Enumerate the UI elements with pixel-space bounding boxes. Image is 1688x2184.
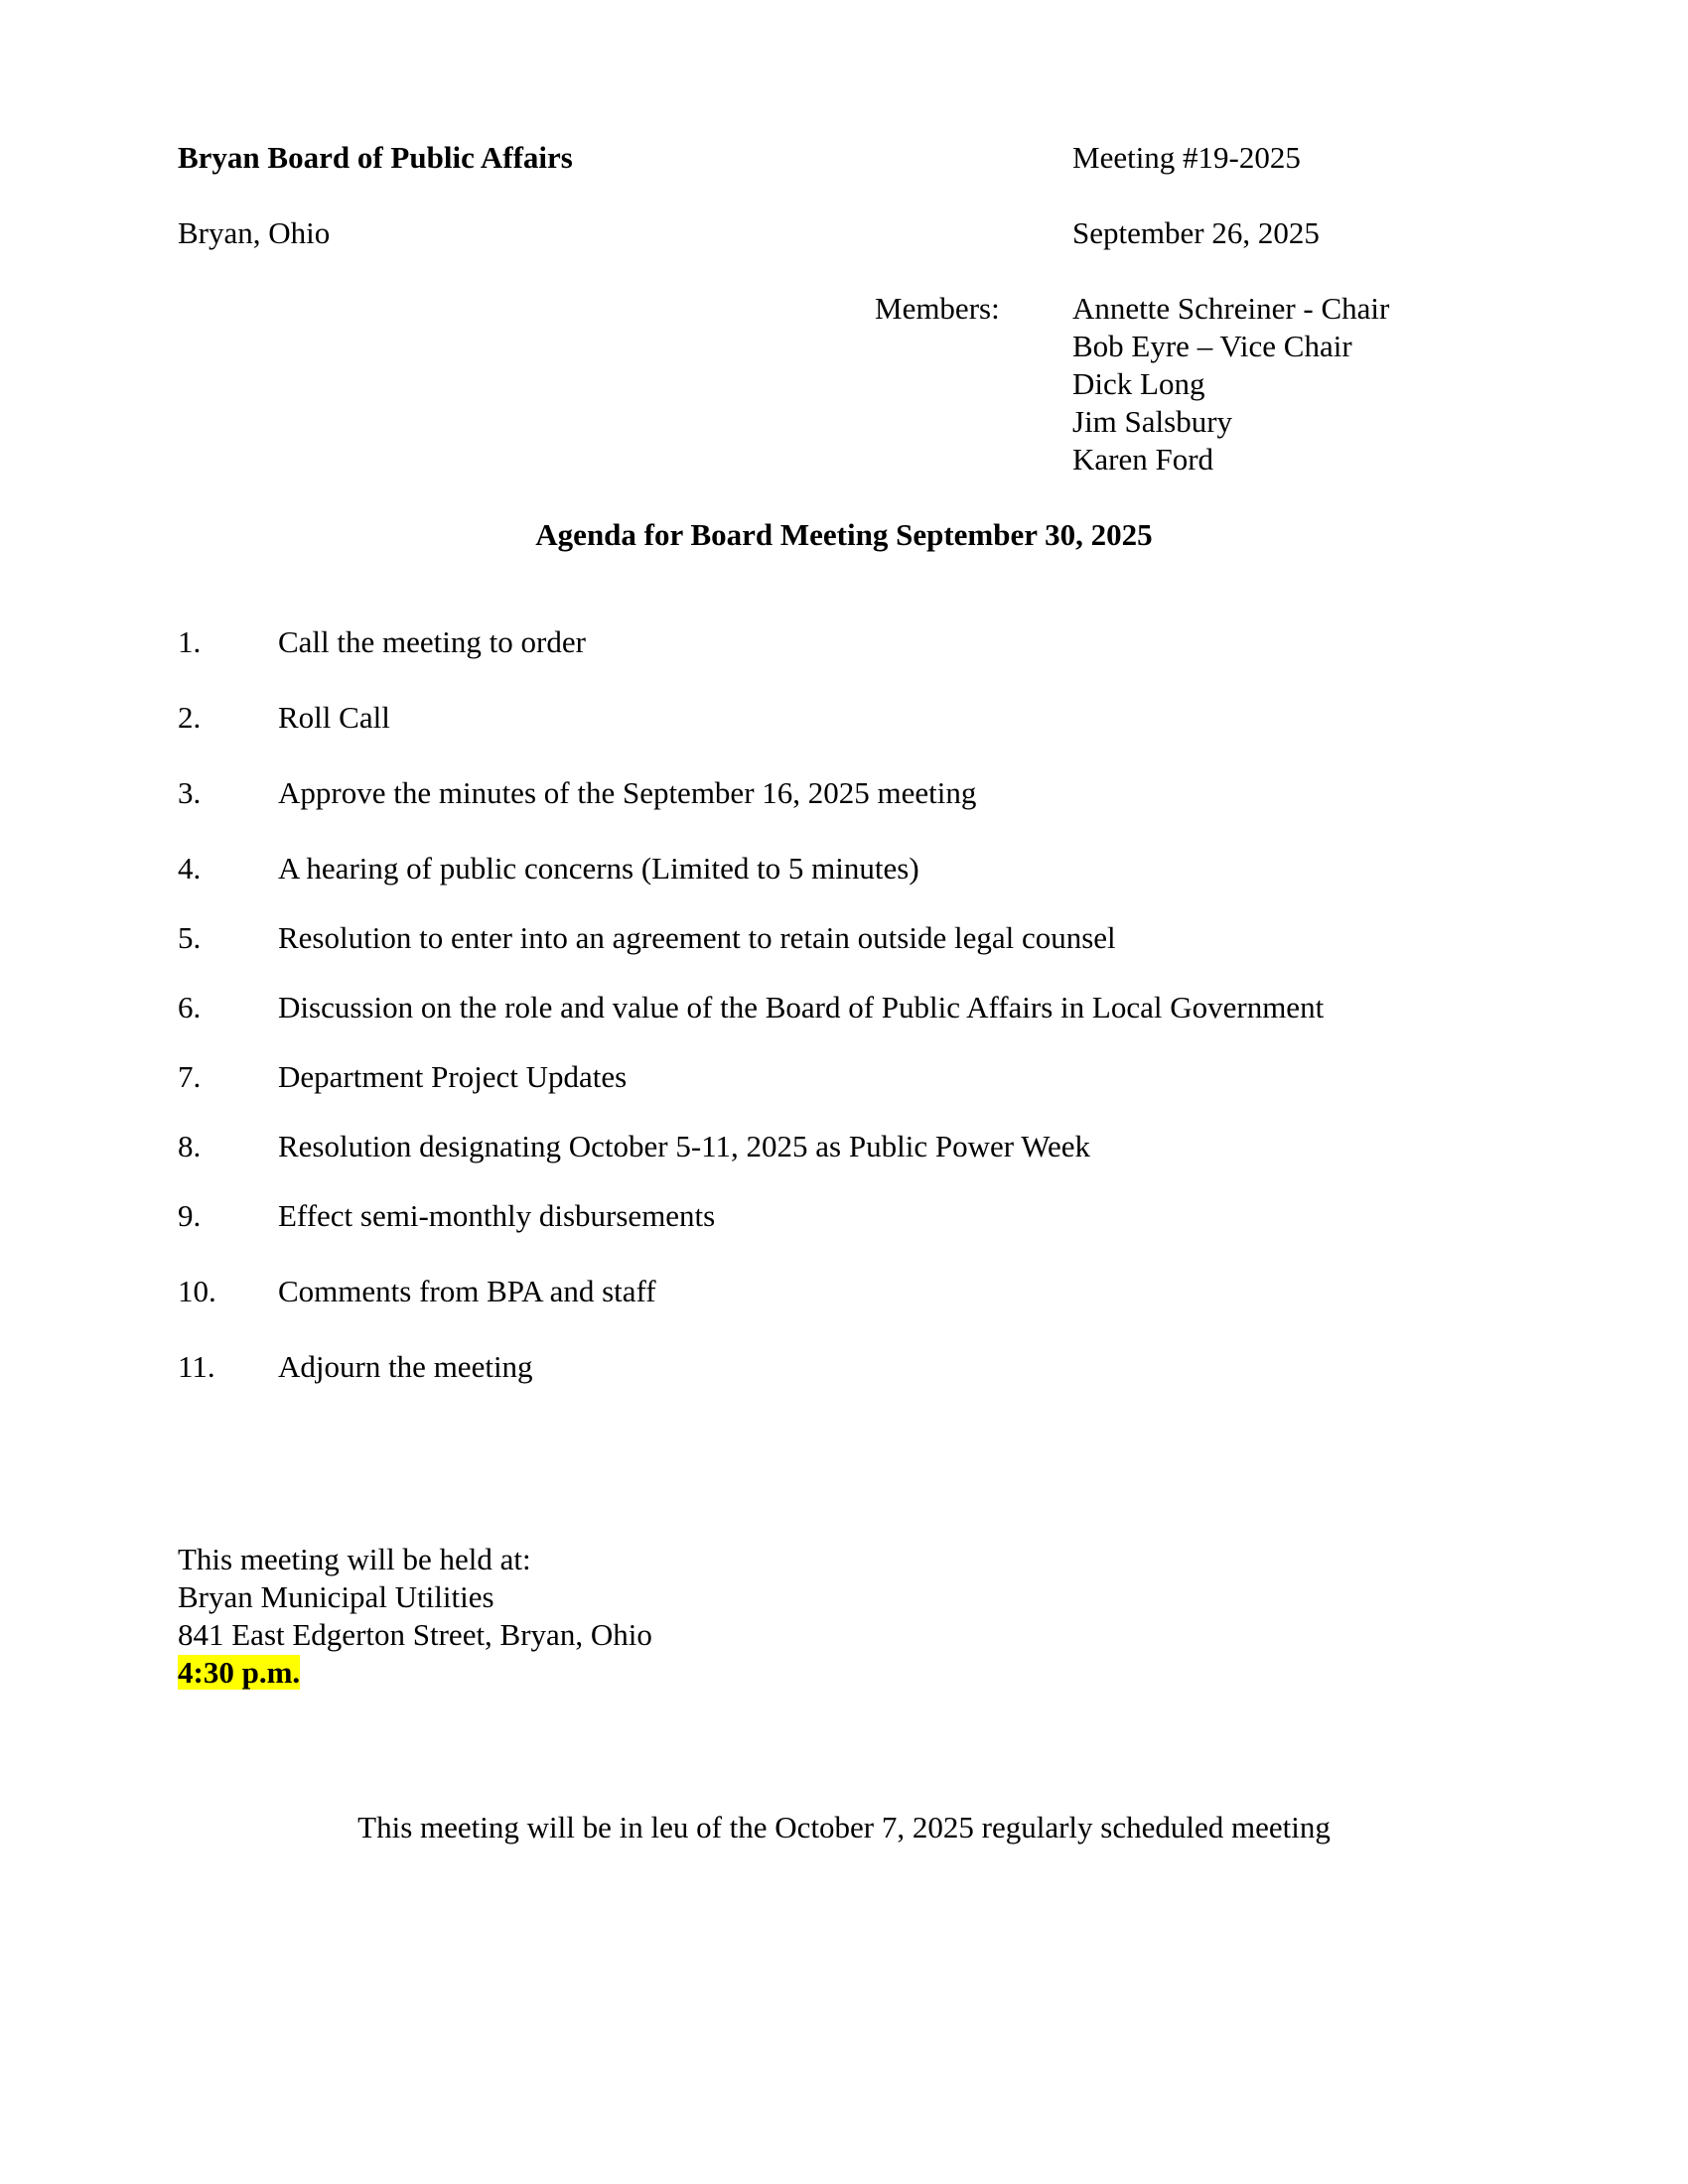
- location-address: 841 East Edgerton Street, Bryan, Ohio: [178, 1617, 652, 1652]
- meeting-number: Meeting #19-2025: [1072, 140, 1301, 175]
- agenda-item-number: 5.: [178, 920, 202, 955]
- location-intro: This meeting will be held at:: [178, 1542, 531, 1576]
- agenda-item: [0, 699, 1688, 737]
- agenda-item-number: 6.: [178, 990, 202, 1024]
- member-name: Annette Schreiner - Chair: [1072, 291, 1390, 326]
- agenda-item-number: 1.: [178, 624, 202, 659]
- agenda-item: [0, 623, 1688, 661]
- agenda-item-number: 11.: [178, 1349, 215, 1384]
- meeting-time: 4:30 p.m.: [178, 1655, 301, 1690]
- agenda-item: [0, 989, 1688, 1026]
- agenda-item-text: Department Project Updates: [278, 1059, 628, 1094]
- agenda-item: [0, 1197, 1688, 1235]
- agenda-item-text: Effect semi-monthly disbursements: [278, 1198, 716, 1233]
- agenda-item-text: A hearing of public concerns (Limited to 5 minutes): [278, 851, 919, 886]
- agenda-item-number: 9.: [178, 1198, 202, 1233]
- agenda-item: [0, 1058, 1688, 1096]
- member-name: Bob Eyre – Vice Chair: [1072, 329, 1352, 363]
- agenda-item-text: Roll Call: [278, 700, 390, 735]
- members-list: [1072, 290, 1389, 478]
- agenda-item-number: 7.: [178, 1059, 202, 1094]
- agenda-title: Agenda for Board Meeting September 30, 2025: [535, 517, 1153, 552]
- agenda-item-text: Approve the minutes of the September 16, 2025 meeting: [278, 775, 977, 810]
- agenda-item-number: 8.: [178, 1129, 202, 1163]
- agenda-item-text: Resolution designating October 5-11, 2025 as Public Power Week: [278, 1129, 1091, 1163]
- agenda-item: [0, 774, 1688, 812]
- agenda-item: [0, 850, 1688, 887]
- agenda-item: [0, 1128, 1688, 1165]
- agenda-item-text: Call the meeting to order: [278, 624, 586, 659]
- city: Bryan, Ohio: [178, 215, 331, 250]
- member-name: Karen Ford: [1072, 442, 1214, 477]
- organization-name: Bryan Board of Public Affairs: [178, 140, 573, 175]
- location-venue: Bryan Municipal Utilities: [178, 1579, 494, 1614]
- member-name: Dick Long: [1072, 366, 1205, 401]
- members-label: Members:: [875, 291, 1000, 326]
- agenda-item: [0, 1273, 1688, 1310]
- agenda-item-text: Adjourn the meeting: [278, 1349, 533, 1384]
- notice-date: September 26, 2025: [1072, 215, 1320, 250]
- meeting-location: [178, 1541, 652, 1692]
- agenda-item-number: 3.: [178, 775, 202, 810]
- agenda-item: [0, 919, 1688, 957]
- agenda-item-text: Discussion on the role and value of the Board of Public Affairs in Local Government: [278, 990, 1325, 1024]
- agenda-item-number: 10.: [178, 1274, 216, 1308]
- agenda-item-number: 4.: [178, 851, 202, 886]
- agenda-item-text: Resolution to enter into an agreement to retain outside legal counsel: [278, 920, 1116, 955]
- agenda-item: [0, 1348, 1688, 1386]
- agenda-item-text: Comments from BPA and staff: [278, 1274, 656, 1308]
- footer-note: This meeting will be in leu of the October 7, 2025 regularly scheduled meeting: [357, 1810, 1331, 1844]
- member-name: Jim Salsbury: [1072, 404, 1233, 439]
- agenda-item-number: 2.: [178, 700, 202, 735]
